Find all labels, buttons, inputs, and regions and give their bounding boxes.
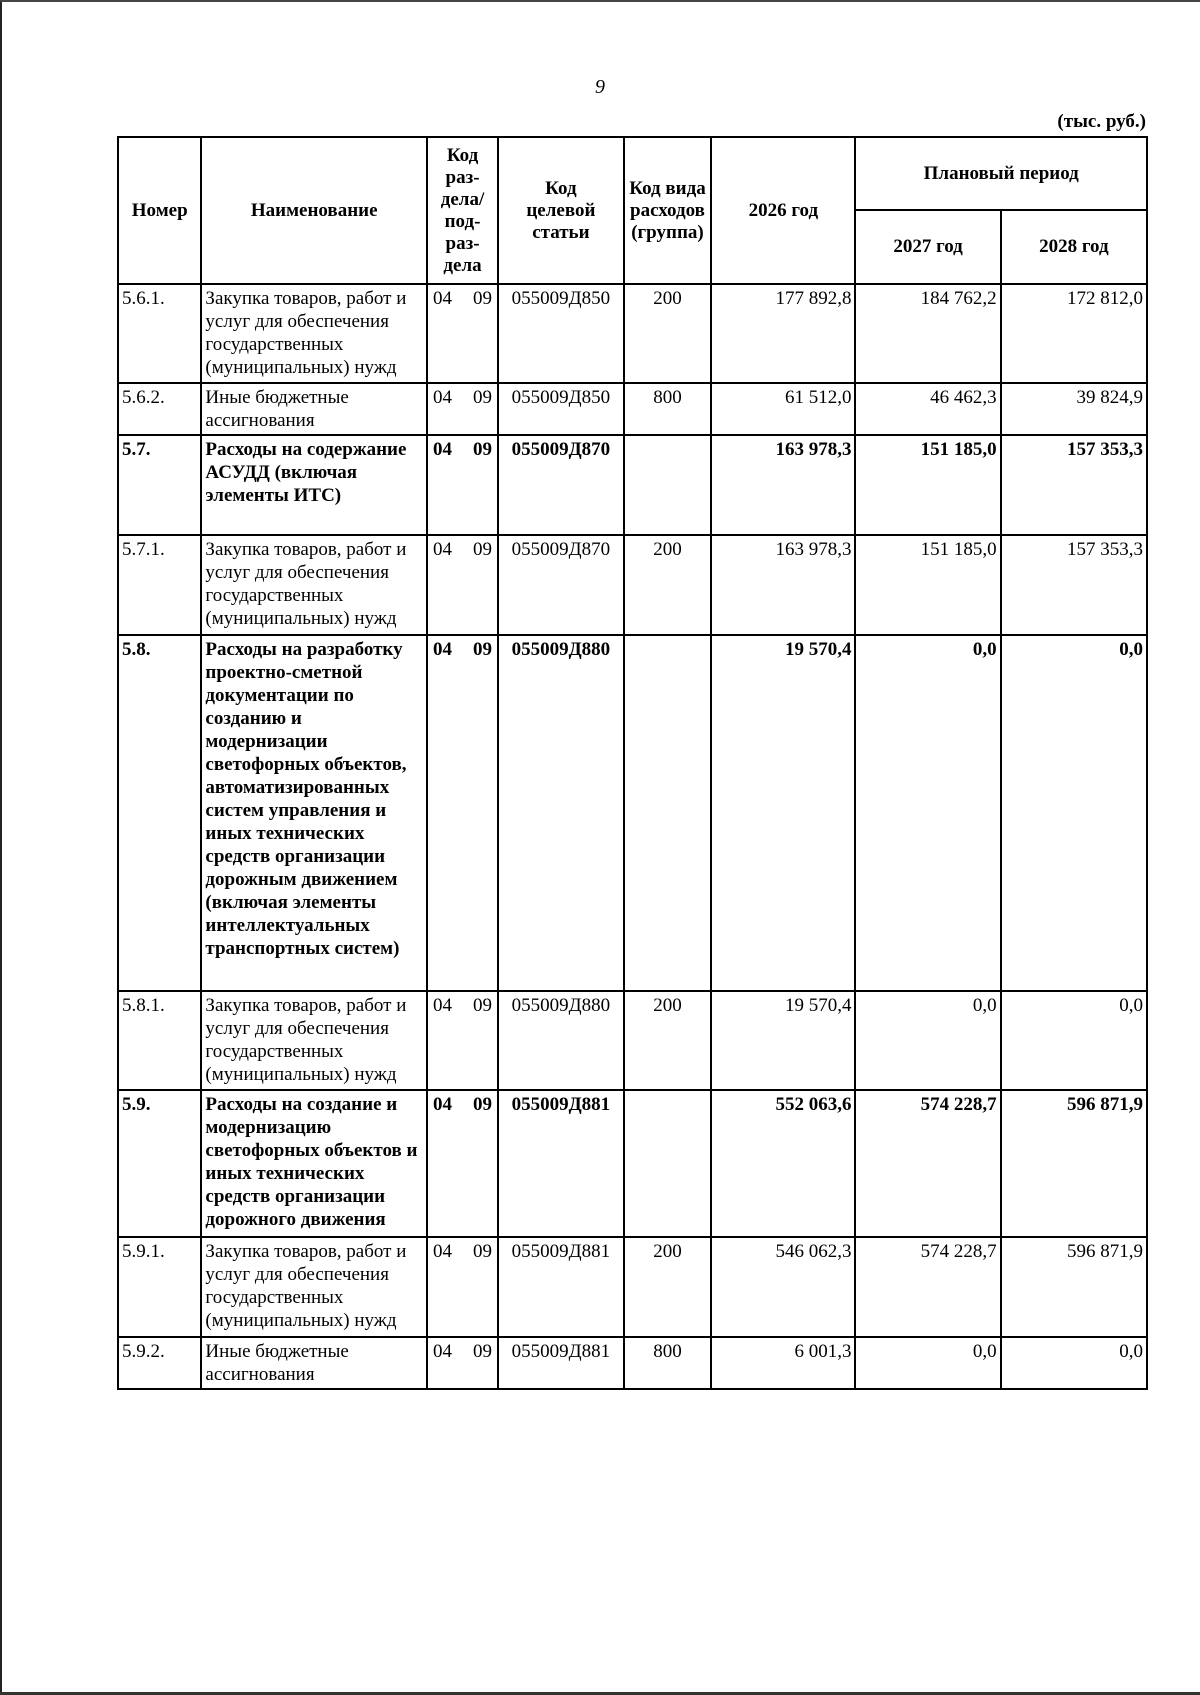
table-row bbox=[118, 535, 1147, 635]
row-value-2028: 172 812,0 bbox=[1001, 284, 1147, 383]
row-name: Закупка товаров, работ и услуг для обеспечения государственных (муниципальных) нужд bbox=[201, 284, 427, 383]
row-value-2027: 0,0 bbox=[855, 991, 1000, 1090]
row-target-code: 055009Д880 bbox=[498, 635, 624, 991]
row-section: 04 bbox=[432, 387, 452, 408]
row-expense-type: 200 bbox=[624, 991, 712, 1090]
row-value-2026: 19 570,4 bbox=[711, 991, 855, 1090]
row-value-2028: 157 353,3 bbox=[1001, 435, 1147, 535]
row-number: 5.7. bbox=[118, 435, 201, 535]
row-name: Закупка товаров, работ и услуг для обеспечения государственных (муниципальных) нужд bbox=[201, 535, 427, 635]
row-section-code bbox=[427, 1237, 498, 1337]
row-name: Расходы на содержание АСУДД (включая элементы ИТС) bbox=[201, 435, 427, 535]
row-name: Расходы на создание и модернизацию светофорных объектов и иных технических средств организации дорожного движения bbox=[201, 1090, 427, 1237]
row-value-2028: 0,0 bbox=[1001, 991, 1147, 1090]
row-subsection: 09 bbox=[473, 539, 493, 560]
table-row bbox=[118, 435, 1147, 535]
row-name: Закупка товаров, работ и услуг для обеспечения государственных (муниципальных) нужд bbox=[201, 991, 427, 1090]
header-number: Номер bbox=[118, 137, 201, 284]
table-row bbox=[118, 383, 1147, 435]
row-number: 5.9.1. bbox=[118, 1237, 201, 1337]
row-expense-type: 800 bbox=[624, 1337, 712, 1389]
row-target-code: 055009Д881 bbox=[498, 1337, 624, 1389]
header-name: Наименование bbox=[201, 137, 427, 284]
row-section-code bbox=[427, 1337, 498, 1389]
units-label: (тыс. руб.) bbox=[1057, 111, 1146, 132]
row-subsection: 09 bbox=[473, 1094, 493, 1115]
row-value-2028: 39 824,9 bbox=[1001, 383, 1147, 435]
table-body bbox=[118, 284, 1147, 1389]
row-value-2026: 163 978,3 bbox=[711, 435, 855, 535]
row-value-2027: 0,0 bbox=[855, 1337, 1000, 1389]
row-target-code: 055009Д850 bbox=[498, 383, 624, 435]
row-target-code: 055009Д880 bbox=[498, 991, 624, 1090]
row-expense-type: 200 bbox=[624, 1237, 712, 1337]
table-row bbox=[118, 1337, 1147, 1389]
row-number: 5.8.1. bbox=[118, 991, 201, 1090]
table-row bbox=[118, 991, 1147, 1090]
row-section-code bbox=[427, 435, 498, 535]
row-section-code bbox=[427, 284, 498, 383]
row-number: 5.9.2. bbox=[118, 1337, 201, 1389]
row-subsection: 09 bbox=[473, 1341, 493, 1362]
row-target-code: 055009Д870 bbox=[498, 535, 624, 635]
row-name: Иные бюджетные ассигнования bbox=[201, 383, 427, 435]
header-target-code: Код целевой статьи bbox=[498, 137, 624, 284]
row-target-code: 055009Д881 bbox=[498, 1237, 624, 1337]
row-value-2026: 19 570,4 bbox=[711, 635, 855, 991]
row-value-2027: 151 185,0 bbox=[855, 535, 1000, 635]
row-expense-type: 200 bbox=[624, 535, 712, 635]
header-year-2027: 2027 год bbox=[855, 210, 1000, 284]
row-value-2027: 574 228,7 bbox=[855, 1237, 1000, 1337]
row-section: 04 bbox=[432, 1341, 452, 1362]
row-value-2026: 61 512,0 bbox=[711, 383, 855, 435]
table-row bbox=[118, 1237, 1147, 1337]
row-target-code: 055009Д870 bbox=[498, 435, 624, 535]
row-value-2026: 6 001,3 bbox=[711, 1337, 855, 1389]
row-subsection: 09 bbox=[473, 995, 493, 1016]
header-year-2026: 2026 год bbox=[711, 137, 855, 284]
table-row bbox=[118, 635, 1147, 991]
page-number: 9 bbox=[595, 76, 605, 98]
row-section: 04 bbox=[432, 1094, 452, 1115]
row-value-2027: 184 762,2 bbox=[855, 284, 1000, 383]
header-year-2028: 2028 год bbox=[1001, 210, 1147, 284]
row-section: 04 bbox=[432, 539, 452, 560]
row-section: 04 bbox=[432, 439, 452, 460]
row-subsection: 09 bbox=[473, 1241, 493, 1262]
row-subsection: 09 bbox=[473, 288, 493, 309]
budget-table bbox=[117, 136, 1148, 1390]
row-subsection: 09 bbox=[473, 639, 493, 660]
row-section: 04 bbox=[432, 995, 452, 1016]
header-section-code: Код раз- дела/ под- раз- дела bbox=[427, 137, 498, 284]
row-section: 04 bbox=[432, 639, 452, 660]
table-row bbox=[118, 284, 1147, 383]
row-number: 5.7.1. bbox=[118, 535, 201, 635]
table-row bbox=[118, 1090, 1147, 1237]
row-expense-type bbox=[624, 435, 712, 535]
row-value-2026: 546 062,3 bbox=[711, 1237, 855, 1337]
row-value-2026: 177 892,8 bbox=[711, 284, 855, 383]
row-value-2026: 552 063,6 bbox=[711, 1090, 855, 1237]
scan-left-edge bbox=[0, 0, 2, 1695]
header-expense-type: Код вида расходов (группа) bbox=[624, 137, 712, 284]
row-target-code: 055009Д881 bbox=[498, 1090, 624, 1237]
row-target-code: 055009Д850 bbox=[498, 284, 624, 383]
row-section-code bbox=[427, 635, 498, 991]
row-number: 5.9. bbox=[118, 1090, 201, 1237]
scan-top-edge bbox=[0, 0, 1200, 2]
row-number: 5.6.1. bbox=[118, 284, 201, 383]
row-section: 04 bbox=[432, 288, 452, 309]
row-expense-type: 200 bbox=[624, 284, 712, 383]
row-value-2027: 0,0 bbox=[855, 635, 1000, 991]
header-planned-period: Плановый период bbox=[855, 137, 1147, 210]
row-subsection: 09 bbox=[473, 387, 493, 408]
row-value-2028: 0,0 bbox=[1001, 1337, 1147, 1389]
row-value-2026: 163 978,3 bbox=[711, 535, 855, 635]
row-subsection: 09 bbox=[473, 439, 493, 460]
row-section-code bbox=[427, 1090, 498, 1237]
row-value-2028: 0,0 bbox=[1001, 635, 1147, 991]
row-value-2028: 596 871,9 bbox=[1001, 1237, 1147, 1337]
row-value-2027: 574 228,7 bbox=[855, 1090, 1000, 1237]
row-name: Расходы на разработку проектно-сметной документации по созданию и модернизации светофорных объектов, автоматизированных систем управления и иных технических средств организации дорожным движением (включая элементы интеллектуальных транспортных систем) bbox=[201, 635, 427, 991]
row-value-2028: 157 353,3 bbox=[1001, 535, 1147, 635]
row-value-2027: 151 185,0 bbox=[855, 435, 1000, 535]
row-section-code bbox=[427, 991, 498, 1090]
row-section-code bbox=[427, 535, 498, 635]
row-name: Закупка товаров, работ и услуг для обеспечения государственных (муниципальных) нужд bbox=[201, 1237, 427, 1337]
row-section: 04 bbox=[432, 1241, 452, 1262]
row-value-2028: 596 871,9 bbox=[1001, 1090, 1147, 1237]
row-name: Иные бюджетные ассигнования bbox=[201, 1337, 427, 1389]
row-expense-type bbox=[624, 1090, 712, 1237]
row-number: 5.6.2. bbox=[118, 383, 201, 435]
row-expense-type bbox=[624, 635, 712, 991]
row-section-code bbox=[427, 383, 498, 435]
row-expense-type: 800 bbox=[624, 383, 712, 435]
row-number: 5.8. bbox=[118, 635, 201, 991]
row-value-2027: 46 462,3 bbox=[855, 383, 1000, 435]
